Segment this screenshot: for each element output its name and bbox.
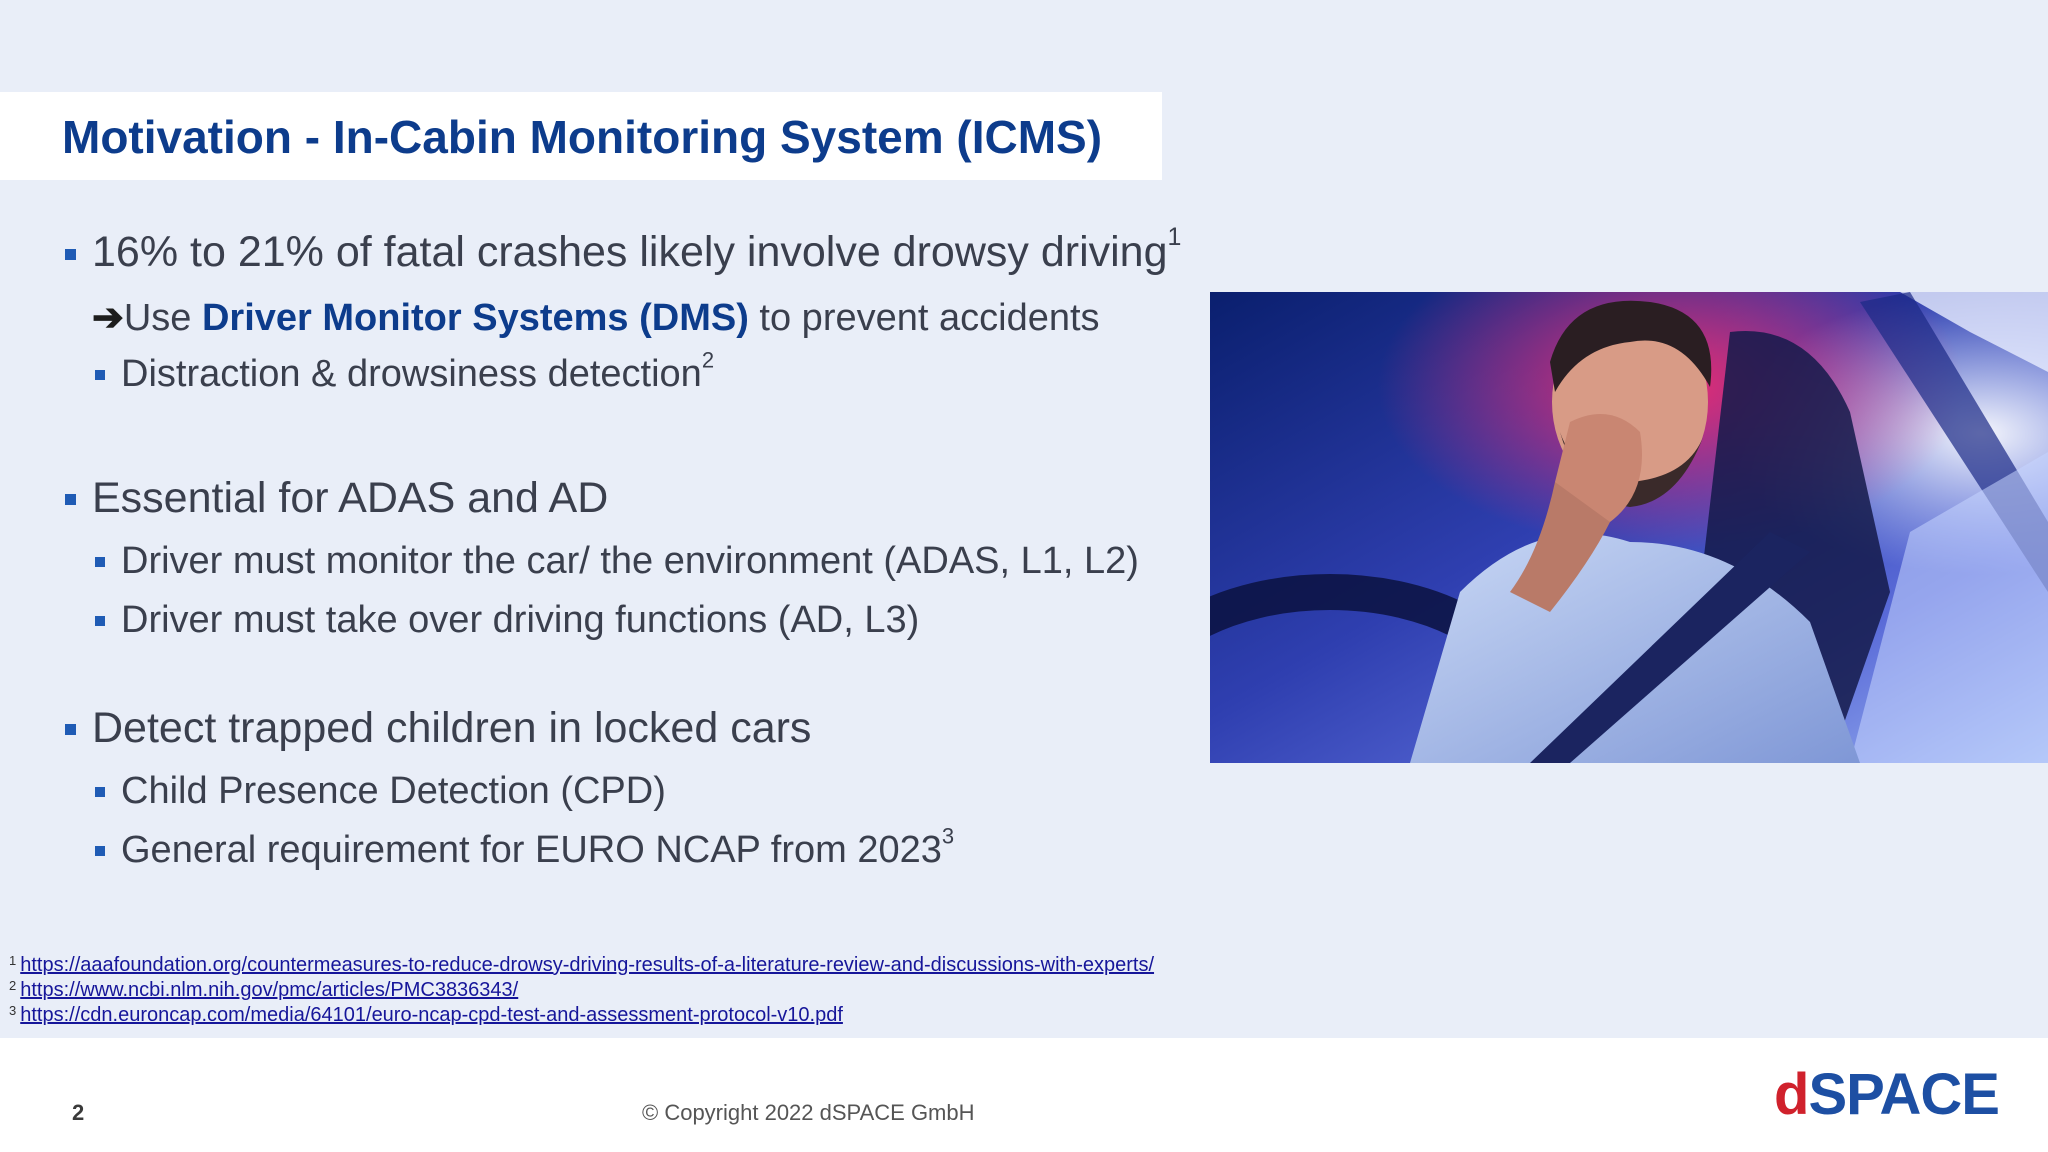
sub-bullet-driver-takeover: Driver must take over driving functions (AD, L3): [121, 599, 920, 641]
page-number: 2: [72, 1100, 85, 1125]
arrow-icon: ➔: [92, 297, 124, 339]
dspace-logo: dSPACE: [1774, 1062, 1999, 1127]
footnote-1: $^1$ https://aaafoundation.org/countermeasures-to-reduce-drowsy-driving-results-of-a-literature-review-and-discussions-with-experts/: [9, 953, 1155, 976]
bullet-adas-ad: Essential for ADAS and AD: [92, 474, 609, 522]
dms-highlight: Driver Monitor Systems (DMS): [201, 297, 749, 339]
sub-bullet-cpd: Child Presence Detection (CPD): [121, 770, 666, 812]
sub-bullet-marker: [95, 846, 105, 856]
sub-bullet-marker: [95, 787, 105, 797]
footnote-link-2[interactable]: https://www.ncbi.nlm.nih.gov/pmc/articles/PMC3836343/: [20, 979, 519, 1001]
sub-bullet-marker: [95, 557, 105, 567]
footnote-3: $^3$ https://cdn.euroncap.com/media/64101/euro-ncap-cpd-test-and-assessment-protocol-v10.pdf: [9, 1003, 843, 1026]
slide-title: Motivation - In-Cabin Monitoring System (ICMS): [62, 111, 1103, 163]
sub-bullet-driver-monitor: Driver must monitor the car/ the environment (ADAS, L1, L2): [121, 540, 1139, 582]
footnote-link-1[interactable]: https://aaafoundation.org/countermeasures-to-reduce-drowsy-driving-results-of-a-literature-review-and-discussions-with-experts/: [20, 954, 1155, 976]
copyright-text: © Copyright 2022 dSPACE GmbH: [642, 1100, 975, 1125]
drowsy-driver-illustration: [1210, 292, 2048, 763]
bullet-use-dms: ➔Use Driver Monitor Systems (DMS) to prevent accidents: [92, 297, 1100, 339]
bullet-drowsy-driving: 16% to 21% of fatal crashes likely involve drowsy driving$^1$: [92, 222, 1182, 276]
sub-bullet-marker: [95, 370, 105, 380]
sub-bullet-distraction: Distraction & drowsiness detection$^2$: [121, 347, 715, 395]
footnote-2: $^2$ https://www.ncbi.nlm.nih.gov/pmc/articles/PMC3836343/: [9, 978, 519, 1001]
footnote-ref-3: 3: [941, 823, 955, 849]
footnote-ref-2: 2: [701, 347, 715, 373]
bullet-marker: [65, 494, 76, 505]
sub-bullet-marker: [95, 616, 105, 626]
sub-bullet-euro-ncap: General requirement for EURO NCAP from 2023$^3$: [121, 823, 955, 871]
footnote-link-3[interactable]: https://cdn.euroncap.com/media/64101/euro-ncap-cpd-test-and-assessment-protocol-v10.pdf: [20, 1004, 843, 1026]
bullet-marker: [65, 724, 76, 735]
footnote-ref-1: 1: [1167, 222, 1182, 251]
drowsy-driver-photo: [1210, 292, 2048, 763]
bullet-marker: [65, 249, 76, 260]
bullet-trapped-children: Detect trapped children in locked cars: [92, 704, 812, 752]
